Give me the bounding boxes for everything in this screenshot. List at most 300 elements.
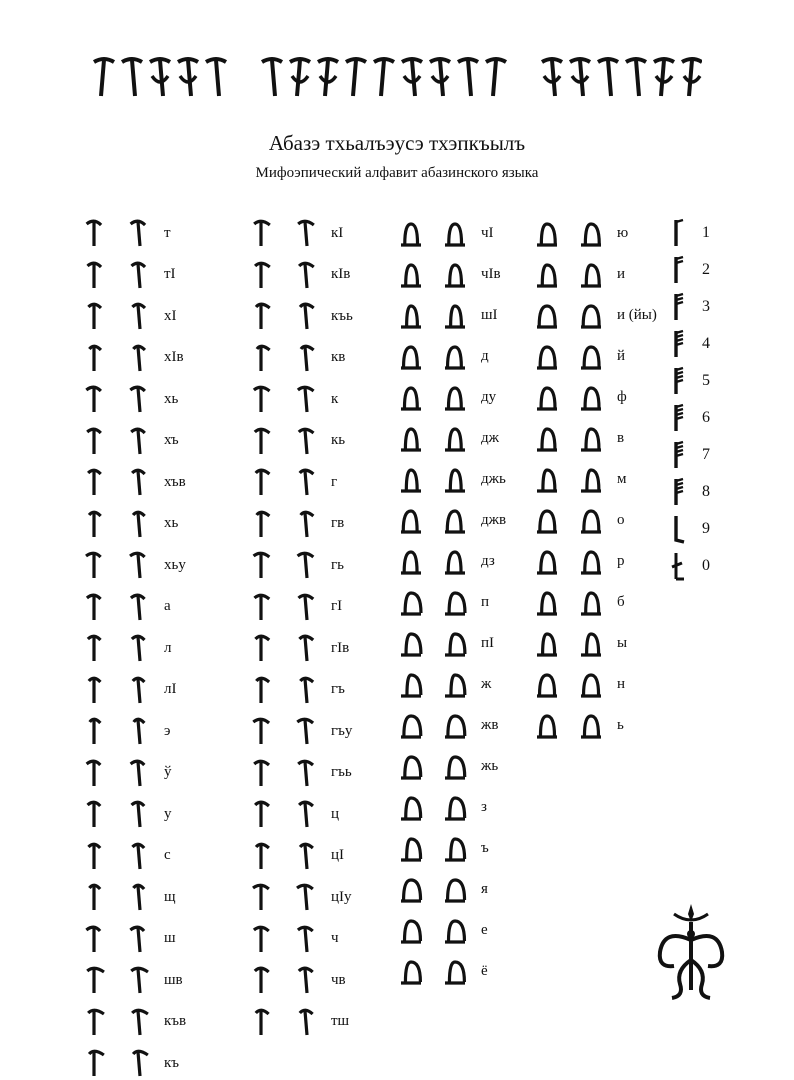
letter-glyph-icon [291,548,319,582]
letter-glyph-icon [441,298,469,332]
letter-row [397,667,491,701]
numeral-value: 3 [702,298,710,315]
letter-row [533,585,625,619]
letter-glyph-icon [533,626,561,660]
letter-row [397,257,501,291]
letter-row [533,667,625,701]
page-subtitle: Мифоэпический алфавит абазинского языка [255,165,539,181]
letter-sound-label: р [617,552,625,569]
letter-row [247,673,345,707]
letter-sound-label: ч [331,930,339,946]
letter-sound-label: гъь [331,764,352,780]
letter-row [533,298,657,332]
numeral-value: 9 [702,520,710,537]
letter-glyph-icon [397,585,425,619]
letter-sound-label: й [617,347,626,364]
letter-glyph-icon [397,708,425,742]
letter-sound-label: лI [164,681,177,697]
letter-sound-label: г [331,473,338,490]
letter-sound-label: п [481,593,490,610]
letter-glyph-icon [441,667,469,701]
letter-sound-label: чI [481,224,494,241]
numeral-row [670,475,710,509]
letter-row [247,839,344,873]
letter-sound-label: у [164,805,172,822]
letter-glyph-icon [441,216,469,250]
letter-row [247,382,338,416]
letter-sound-label: кI [331,224,344,241]
letter-glyph-icon [291,382,319,416]
numeral-row [670,364,710,398]
numeral-glyph-icon [670,475,688,509]
letter-sound-label: ў [164,764,172,780]
letter-glyph-icon [124,756,152,790]
letter-row [533,216,628,250]
letter-row [397,872,488,906]
script-title-banner [92,46,702,106]
numeral-value: 7 [702,446,710,463]
letter-glyph-icon [247,548,275,582]
letter-glyph-icon [291,216,319,250]
letter-row [80,465,186,499]
letter-row [80,797,172,831]
numeral-row [670,512,710,546]
letter-sound-label: и [617,265,626,282]
numeral-row [670,327,710,361]
letter-glyph-icon [533,257,561,291]
letter-sound-label: дз [481,552,495,569]
letter-glyph-icon [397,257,425,291]
letter-row [80,922,176,956]
letter-glyph-icon [397,831,425,865]
letter-sound-label: ы [617,634,628,651]
letter-glyph-icon [247,673,275,707]
letter-sound-label: джв [481,511,507,528]
letter-sound-label: а [164,598,171,614]
letter-glyph-icon [533,708,561,742]
letter-row [397,380,496,414]
letter-glyph-icon [247,465,275,499]
letter-row [397,708,498,742]
numeral-glyph-icon [670,327,688,361]
letter-glyph-icon [247,922,275,956]
letter-glyph-icon [124,631,152,665]
letter-row [397,749,498,783]
letter-sound-label: цIу [331,888,352,905]
letter-glyph-icon [441,339,469,373]
letter-row [247,341,345,375]
letter-glyph-icon [397,298,425,332]
letter-glyph-icon [247,880,275,914]
letter-glyph-icon [124,839,152,873]
letter-glyph-icon [247,631,275,665]
letter-row [247,507,344,541]
letter-sound-label: о [617,511,625,528]
letter-sound-label: хь [164,390,179,407]
letter-row [533,626,627,660]
letter-sound-label: жв [481,716,499,733]
letter-sound-label: кв [331,349,346,365]
letter-row [80,714,170,748]
letter-glyph-icon [124,963,152,997]
letter-sound-label: хь [164,515,179,531]
letter-glyph-icon [577,380,605,414]
letter-glyph-icon [397,626,425,660]
letter-row [80,839,171,873]
letter-glyph-icon [291,258,319,292]
letter-row [80,631,172,665]
letter-sound-label: жь [481,757,499,774]
numeral-glyph-icon [670,364,688,398]
letter-row [247,714,352,748]
letter-sound-label: тш [331,1013,350,1029]
letter-glyph-icon [533,585,561,619]
letter-glyph-icon [124,299,152,333]
numeral-value: 5 [702,372,710,389]
letter-glyph-icon [247,963,275,997]
letter-glyph-icon [577,503,605,537]
letter-glyph-icon [124,922,152,956]
letter-sound-label: кь [331,432,346,448]
letter-sound-label: чв [331,971,346,988]
numeral-glyph-icon [670,512,688,546]
letter-sound-label: къв [164,1013,187,1029]
letter-row [247,590,342,624]
numeral-glyph-icon [670,290,688,324]
numeral-value: 1 [702,224,710,241]
letter-row [80,258,176,292]
letter-glyph-icon [80,922,108,956]
letter-glyph-icon [577,585,605,619]
letter-glyph-icon [291,631,319,665]
letter-glyph-icon [247,258,275,292]
letter-glyph-icon [124,590,152,624]
letter-sound-label: хьу [164,556,186,573]
letter-sound-label: тI [164,266,176,282]
letter-sound-label: гь [331,556,344,573]
letter-glyph-icon [577,257,605,291]
letter-row [80,507,178,541]
letter-glyph-icon [291,424,319,458]
letter-glyph-icon [441,831,469,865]
letter-glyph-icon [80,1046,108,1080]
letter-glyph-icon [533,462,561,496]
letter-row [397,503,506,537]
letter-glyph-icon [397,954,425,988]
letter-row [533,421,624,455]
numeral-glyph-icon [670,253,688,287]
letter-glyph-icon [291,797,319,831]
letter-glyph-icon [80,880,108,914]
letter-glyph-icon [577,544,605,578]
letter-row [247,631,349,665]
numeral-row [670,216,710,250]
letter-glyph-icon [577,462,605,496]
letter-row [247,216,343,250]
letter-glyph-icon [247,341,275,375]
letter-glyph-icon [80,424,108,458]
letter-glyph-icon [124,880,152,914]
letter-glyph-icon [291,507,319,541]
numeral-row [670,438,710,472]
letter-glyph-icon [397,790,425,824]
letter-sound-label: ю [617,224,629,241]
letter-sound-label: е [481,921,488,938]
letter-sound-label: м [617,470,627,487]
letter-glyph-icon [397,913,425,947]
letter-row [397,913,488,947]
letter-row [80,1005,186,1039]
letter-row [247,258,350,292]
letter-sound-label: ё [481,962,488,979]
letter-sound-label: ш [164,930,176,946]
letter-glyph-icon [80,507,108,541]
letter-row [533,503,625,537]
letter-glyph-icon [124,465,152,499]
letter-row [247,424,345,458]
letter-row [80,590,171,624]
letter-row [397,216,494,250]
letter-sound-label: ф [617,388,627,405]
letter-glyph-icon [577,667,605,701]
letter-row [533,544,625,578]
numeral-value: 6 [702,409,710,426]
letter-glyph-icon [80,756,108,790]
letter-row [397,954,488,988]
letter-row [247,922,339,956]
numeral-value: 4 [702,335,710,352]
letter-glyph-icon [124,1046,152,1080]
letter-row [247,880,352,914]
letter-glyph-icon [441,257,469,291]
letter-row [397,462,506,496]
letter-glyph-icon [441,749,469,783]
letter-glyph-icon [80,465,108,499]
letter-glyph-icon [533,380,561,414]
letter-glyph-icon [577,339,605,373]
letter-glyph-icon [291,756,319,790]
letter-row [247,299,353,333]
letter-glyph-icon [397,667,425,701]
letter-glyph-icon [247,756,275,790]
letter-glyph-icon [441,380,469,414]
letter-glyph-icon [291,922,319,956]
letter-sound-label: хъ [164,432,179,448]
letter-glyph-icon [124,548,152,582]
letter-glyph-icon [124,216,152,250]
letter-row [533,339,625,373]
letter-sound-label: хъв [164,473,186,490]
numeral-glyph-icon [670,401,688,435]
letter-sound-label: гъ [331,681,345,697]
letter-row [80,880,176,914]
letter-glyph-icon [533,503,561,537]
letter-sound-label: гIв [331,639,350,656]
letter-glyph-icon [247,299,275,333]
letter-glyph-icon [577,298,605,332]
letter-glyph-icon [291,673,319,707]
letter-glyph-icon [80,673,108,707]
letter-glyph-icon [247,507,275,541]
letter-sound-label: шв [164,971,183,988]
letter-sound-label: д [481,347,489,364]
letter-glyph-icon [247,797,275,831]
letter-glyph-icon [533,421,561,455]
letter-sound-label: пI [481,634,495,651]
letter-sound-label: къ [164,1054,180,1071]
letter-glyph-icon [80,590,108,624]
letter-row [247,797,339,831]
letter-glyph-icon [80,839,108,873]
letter-glyph-icon [577,626,605,660]
letter-row [397,298,498,332]
letter-row [533,380,627,414]
letter-glyph-icon [247,590,275,624]
letter-glyph-icon [441,872,469,906]
letter-glyph-icon [124,673,152,707]
letter-row [397,544,495,578]
letter-sound-label: б [617,593,625,610]
letter-glyph-icon [80,797,108,831]
letter-glyph-icon [247,382,275,416]
letter-glyph-icon [397,216,425,250]
letter-glyph-icon [291,839,319,873]
letter-sound-label: чIв [481,265,501,282]
letter-glyph-icon [291,880,319,914]
letter-glyph-icon [397,749,425,783]
letter-glyph-icon [441,626,469,660]
letter-row [80,673,176,707]
letter-glyph-icon [247,216,275,250]
numeral-glyph-icon [670,216,688,250]
letter-glyph-icon [533,339,561,373]
letter-glyph-icon [397,380,425,414]
letter-glyph-icon [124,797,152,831]
letter-row [80,1046,179,1080]
letter-sound-label: ж [481,675,492,692]
letter-row [80,216,171,250]
letter-glyph-icon [533,298,561,332]
letter-sound-label: цI [331,847,345,863]
letter-sound-label: ду [481,388,497,405]
letter-row [80,299,177,333]
letter-glyph-icon [441,913,469,947]
numeral-value: 0 [702,557,710,574]
letter-sound-label: хIв [164,349,184,365]
letter-sound-label: ц [331,805,340,822]
letter-sound-label: з [481,798,487,815]
letter-row [80,548,186,582]
letter-glyph-icon [397,339,425,373]
letter-sound-label: я [481,880,488,897]
letter-glyph-icon [397,503,425,537]
letter-row [80,341,184,375]
letter-sound-label: гI [331,598,343,614]
letter-sound-label: н [617,675,626,692]
letter-sound-label: гв [331,515,345,531]
numeral-value: 8 [702,483,710,500]
letter-glyph-icon [291,341,319,375]
letter-glyph-icon [441,421,469,455]
page-title: Абазэ тхьалъэусэ тхэпкъылъ [268,131,526,155]
letter-sound-label: дж [481,429,499,446]
letter-sound-label: щ [164,888,176,905]
letter-glyph-icon [291,714,319,748]
letter-glyph-icon [80,216,108,250]
letter-row [397,790,487,824]
letter-row [397,626,494,660]
letter-glyph-icon [80,382,108,416]
numeral-row [670,401,710,435]
letter-sound-label: в [617,429,625,446]
numeral-row [670,253,710,287]
numeral-glyph-icon [670,438,688,472]
letter-sound-label: с [164,847,171,863]
ornamental-emblem-icon [650,900,732,1000]
letter-sound-label: и (йы) [617,306,657,323]
letter-glyph-icon [441,708,469,742]
letter-sound-label: джь [481,470,506,487]
letter-row [397,585,489,619]
letter-glyph-icon [397,462,425,496]
letter-glyph-icon [124,714,152,748]
letter-row [80,756,172,790]
letter-glyph-icon [397,544,425,578]
letter-sound-label: хI [164,307,177,324]
letter-row [533,257,625,291]
letter-glyph-icon [80,548,108,582]
letter-sound-label: ь [617,716,624,733]
letter-sound-label: кIв [331,266,351,282]
letter-glyph-icon [80,258,108,292]
letter-glyph-icon [577,708,605,742]
letter-glyph-icon [124,424,152,458]
letter-sound-label: т [164,224,171,241]
letter-glyph-icon [124,507,152,541]
letter-glyph-icon [124,1005,152,1039]
numeral-glyph-icon [670,549,688,583]
letter-sound-label: л [164,639,172,656]
letter-sound-label: гъу [331,722,353,739]
numeral-row [670,549,710,583]
letter-glyph-icon [291,1005,319,1039]
letter-row [247,756,352,790]
letter-glyph-icon [80,963,108,997]
letter-glyph-icon [247,839,275,873]
letter-row [247,1005,349,1039]
letter-glyph-icon [533,667,561,701]
letter-glyph-icon [247,424,275,458]
letter-glyph-icon [247,714,275,748]
letter-glyph-icon [533,216,561,250]
letter-glyph-icon [247,1005,275,1039]
letter-row [80,382,178,416]
letter-glyph-icon [533,544,561,578]
letter-glyph-icon [80,1005,108,1039]
letter-glyph-icon [441,462,469,496]
letter-glyph-icon [124,341,152,375]
letter-glyph-icon [397,421,425,455]
numeral-value: 2 [702,261,710,278]
letter-glyph-icon [441,544,469,578]
letter-glyph-icon [291,963,319,997]
letter-sound-label: к [331,390,339,407]
letter-row [397,421,499,455]
letter-row [80,424,179,458]
letter-sound-label: э [164,722,171,739]
letter-glyph-icon [441,954,469,988]
letter-glyph-icon [124,382,152,416]
